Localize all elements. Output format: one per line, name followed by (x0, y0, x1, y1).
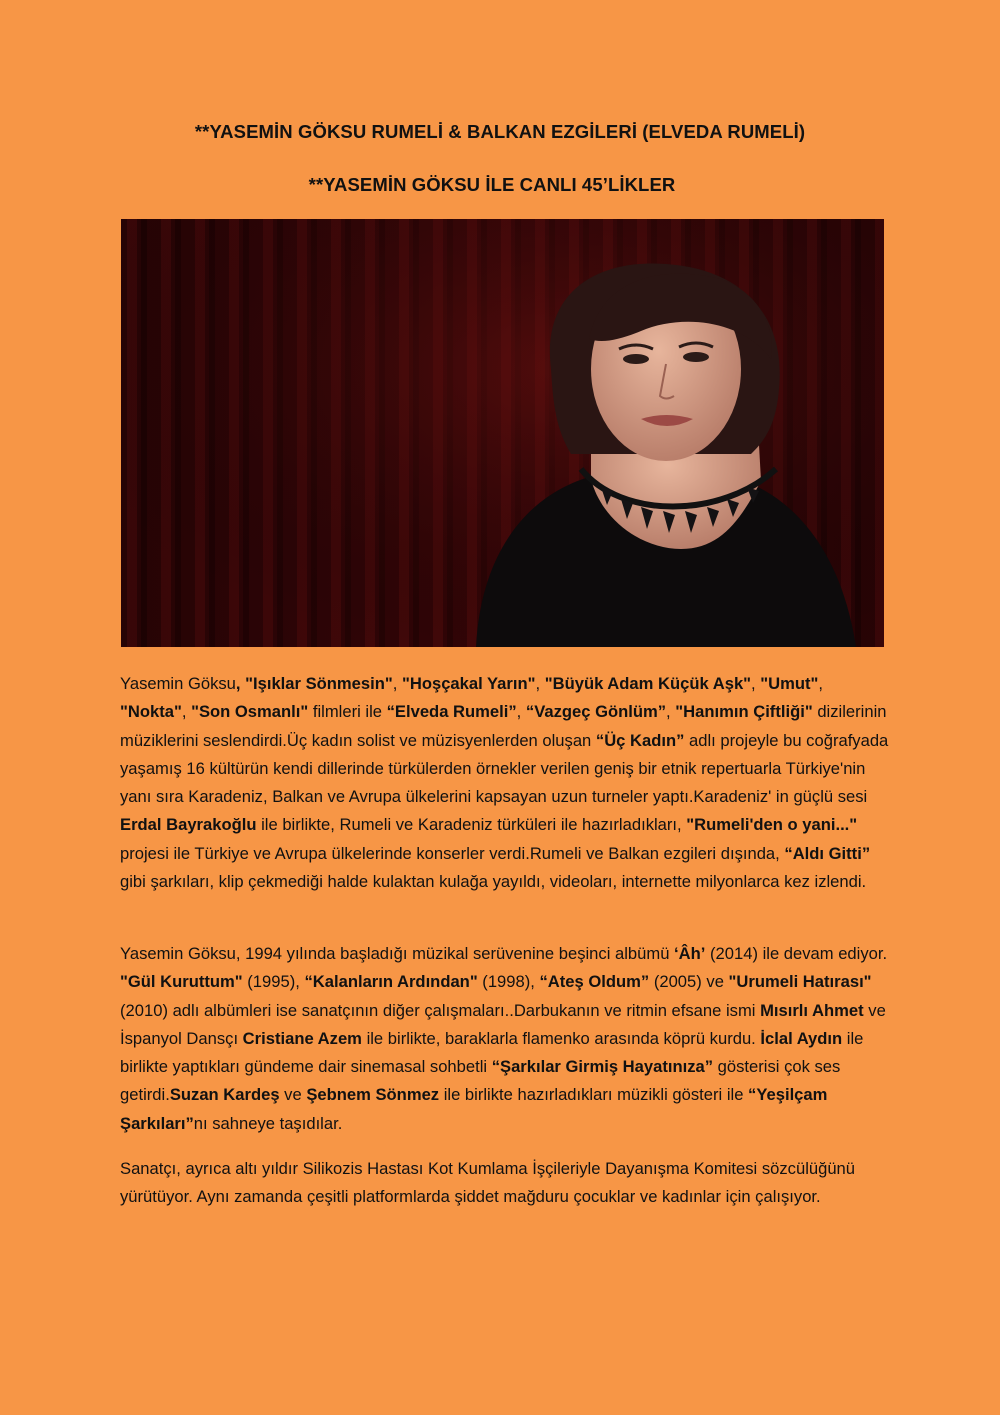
artist-name: Erdal Bayrakoğlu (120, 815, 257, 835)
text-span: , (818, 674, 824, 693)
document-subtitle: **YASEMİN GÖKSU İLE CANLI 45’LİKLER (308, 174, 676, 195)
text-span: ve İspanyol Dansçı (120, 1000, 886, 1048)
album-title: ‘Âh’ (674, 944, 706, 963)
text-span: projesi ile Türkiye ve Avrupa ülkelerinde konserler verdi.Rumeli ve Balkan ezgileri dışında, (120, 843, 785, 863)
film-title: "Umut" (760, 674, 819, 693)
biography-paragraph-3 (120, 1155, 890, 1212)
biography-paragraph-2 (120, 940, 890, 1138)
album-title: “Kalanların Ardından" (304, 972, 478, 992)
text-span: filmleri ile (308, 702, 387, 722)
album-title: “Ateş Oldum” (539, 972, 650, 992)
text-span: (2014) ile devam ediyor. (705, 944, 888, 963)
text-span: (1995), (242, 972, 305, 992)
project-title: "Rumeli'den o yani..." (686, 815, 858, 835)
series-title: “Vazgeç Gönlüm” (525, 702, 667, 722)
portrait-illustration (121, 219, 884, 647)
text-span: ile birlikte, baraklarla flamenko arasında köprü kurdu. (361, 1028, 761, 1048)
biography-paragraph-1 (120, 670, 890, 896)
text-span: ve (279, 1085, 307, 1105)
text-span: Yasemin Göksu (120, 674, 236, 693)
artist-name: Cristiane Azem (242, 1028, 362, 1048)
text-span: Yasemin Göksu, 1994 yılında başladığı müzikal serüvenine beşinci albümü (120, 944, 675, 963)
text-span: adlı projeyle bu coğrafyada yaşamış 16 kültürün kendi dillerinde türkülerden örnekler verilen geniş bir etnik repertuarla Türkiye'nin yanı sıra Karadeniz, Balkan ve Avrupa ülkelerini kapsayan uzun turneler yaptı.Karadeniz' in güçlü sesi (120, 730, 889, 807)
film-title: "Son Osmanlı" (191, 702, 309, 722)
singer-portrait-photo (121, 219, 884, 647)
artist-name: Şebnem Sönmez (306, 1085, 440, 1105)
text-span: , (535, 674, 545, 693)
text-span: ile birlikte yaptıkları gündeme dair sinemasal sohbetli (120, 1028, 864, 1077)
text-span: gibi şarkıları, klip çekmediği halde kulaktan kulağa yayıldı, videoları, internette milyonlarca kez izlendi. (120, 872, 867, 892)
text-span: , (392, 674, 402, 693)
text-span: , (666, 702, 676, 722)
text-span: gösterisi çok ses getirdi. (120, 1057, 841, 1105)
text-span: ile birlikte hazırladıkları müzikli gösteri ile (439, 1085, 749, 1105)
film-title: "Büyük Adam Küçük Aşk" (544, 674, 752, 693)
series-title: “Elveda Rumeli” (386, 702, 517, 722)
show-title: “Yeşilçam Şarkıları” (120, 1085, 828, 1133)
text-span: nı sahneye taşıdılar. (193, 1113, 343, 1133)
artist-name: İclal Aydın (760, 1028, 843, 1048)
album-title: "Urumeli Hatırası" (728, 972, 872, 992)
text-span: ile birlikte, Rumeli ve Karadeniz türküleri ile hazırladıkları, (256, 815, 687, 835)
show-title: “Şarkılar Girmiş Hayatınıza” (491, 1057, 714, 1077)
text-span: dizilerinin müziklerini seslendirdi.Üç kadın solist ve müzisyenlerden oluşan (120, 702, 887, 750)
text-span: (2010) adlı albümleri ise sanatçının diğer çalışmaları..Darbukanın ve ritmin efsane ismi (120, 1000, 761, 1020)
document-title: **YASEMİN GÖKSU RUMELİ & BALKAN EZGİLERİ (ELVEDA RUMELİ) (194, 121, 806, 142)
film-title: "Nokta" (120, 702, 182, 722)
film-title: "Hoşçakal Yarın" (401, 674, 536, 693)
song-title: “Aldı Gitti” (784, 843, 871, 863)
text-span: , (751, 674, 761, 693)
text-span: , (181, 702, 192, 722)
album-title: "Gül Kuruttum" (120, 972, 243, 992)
text-span: (1998), (477, 972, 540, 992)
text-span: , (516, 702, 526, 722)
project-title: “Üç Kadın” (595, 730, 685, 750)
artist-name: Mısırlı Ahmet (760, 1000, 864, 1020)
film-title: , "Işıklar Sönmesin" (235, 674, 393, 693)
text-span: (2005) ve (649, 972, 729, 992)
artist-name: Suzan Kardeş (169, 1085, 280, 1105)
series-title: "Hanımın Çiftliği" (675, 702, 813, 722)
text-span: Sanatçı, ayrıca altı yıldır Silikozis Hastası Kot Kumlama İşçileriyle Dayanışma Komitesi sözcülüğünü yürütüyor. Aynı zamanda çeşitli platformlarda şiddet mağduru çocuklar ve kadınlar için çalışıyor. (120, 1159, 856, 1207)
